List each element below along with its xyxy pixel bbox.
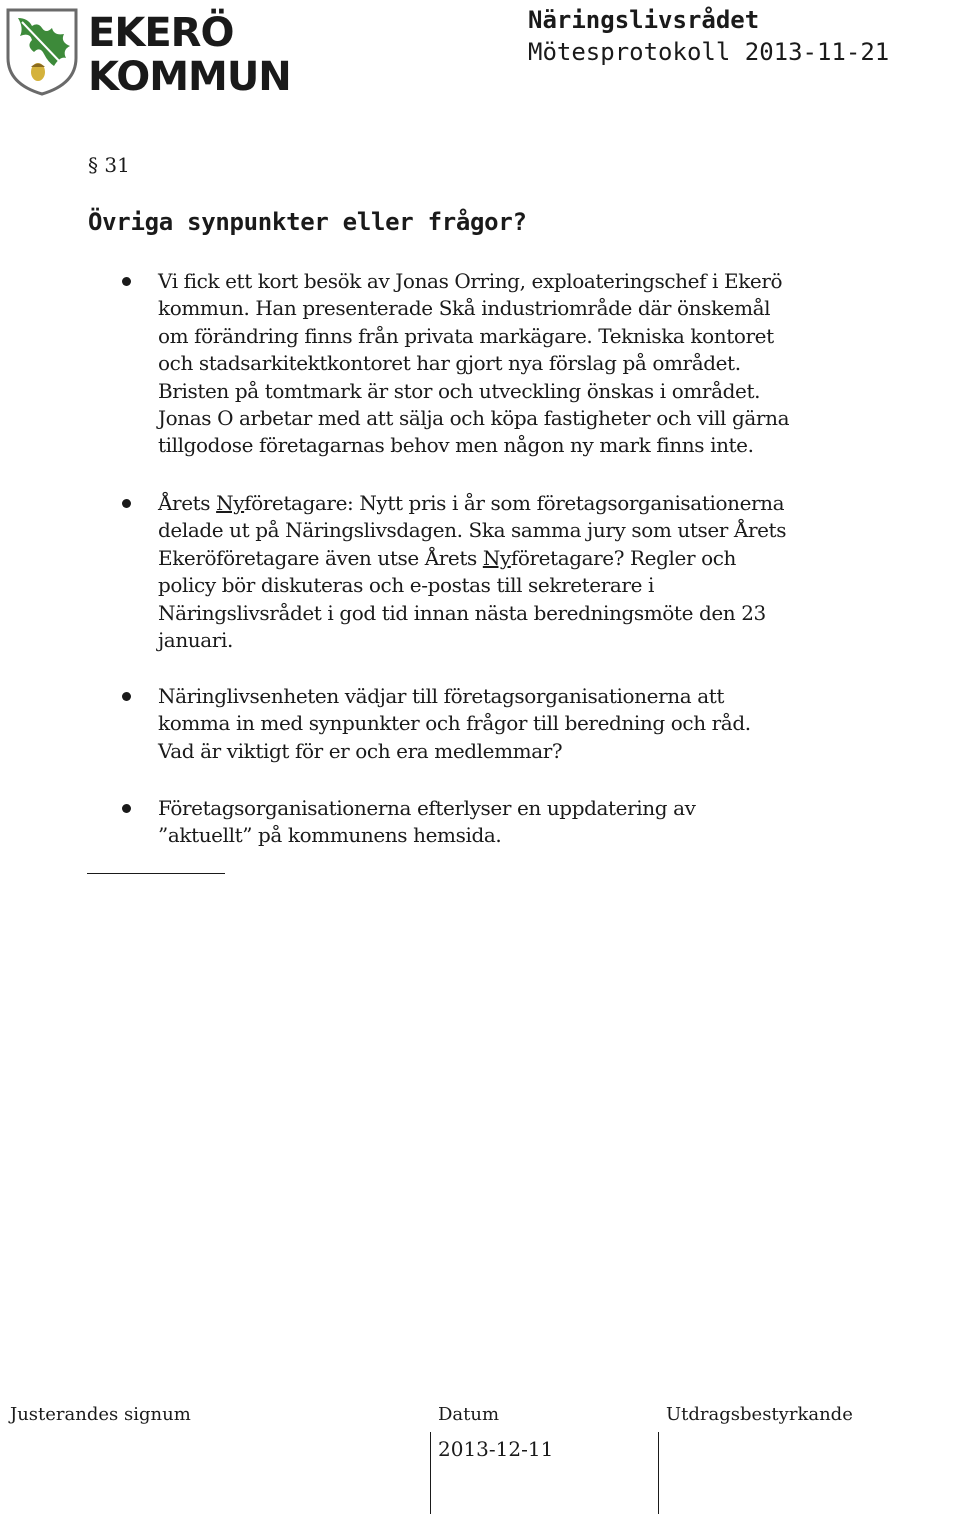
oak-leaf-acorn-shield-icon: [4, 6, 80, 96]
bullet-line: kommun. Han presenterade Skå industriområde där önskemål: [158, 296, 771, 321]
header-doc: Mötesprotokoll 2013-11-21: [528, 38, 890, 66]
bullet-line: [158, 545, 858, 572]
list-item: [158, 490, 858, 654]
bullet-line: ”aktuellt” på kommunens hemsida.: [158, 823, 502, 848]
bullet-line: Vi fick ett kort besök av Jonas Orring, exploateringschef i Ekerö: [158, 269, 783, 293]
bullet-dot: [122, 499, 131, 508]
text-run: Årets: [158, 491, 217, 515]
footer-divider: [430, 1432, 431, 1514]
bullet-line: om förändring finns från privata markägare. Tekniska kontoret: [158, 323, 774, 348]
logo-name-bottom: KOMMUN: [88, 54, 291, 100]
list-item: [158, 268, 858, 460]
bullet-line: Jonas O arbetar med att sälja och köpa fastigheter och vill gärna: [158, 406, 790, 431]
bullet-line: Näringlivsenheten vädjar till företagsorganisationerna att: [158, 684, 724, 708]
bullet-dot: [122, 804, 131, 813]
underlined-text: Ny: [216, 491, 245, 515]
footer-signum-label: Justerandes signum: [10, 1404, 191, 1425]
bullet-dot: [122, 277, 131, 286]
document-header: [528, 4, 889, 68]
header-org: Näringslivsrådet: [528, 6, 760, 34]
bullet-line: tillgodose företagarnas behov men någon ny mark finns inte.: [158, 433, 754, 458]
section-end-rule: [87, 873, 225, 874]
text-run: företagare? Regler och: [510, 545, 736, 570]
bullet-line: policy bör diskuteras och e-postas till sekreterare i: [158, 573, 654, 598]
text-run: företagare: Nytt pris i år som företagsorganisationerna: [244, 491, 785, 515]
bullet-line: [158, 490, 858, 517]
list-item: [158, 683, 858, 765]
bullet-line: komma in med synpunkter och frågor till beredning och råd.: [158, 711, 751, 736]
list-item: [158, 795, 858, 850]
bullet-line: Vad är viktigt för er och era medlemmar?: [158, 738, 563, 763]
bullet-line: Företagsorganisationerna efterlyser en uppdatering av: [158, 796, 696, 820]
section-number: § 31: [88, 153, 130, 177]
bullet-line: Bristen på tomtmark är stor och utveckling önskas i området.: [158, 378, 761, 403]
bullet-line: Näringslivsrådet i god tid innan nästa beredningsmöte den 23: [158, 600, 766, 625]
text-run: Ekeröföretagare även utse Årets: [158, 545, 483, 570]
footer-divider: [658, 1432, 659, 1514]
bullet-line: januari.: [158, 628, 233, 653]
logo-name-top: EKERÖ: [88, 10, 234, 56]
ekero-kommun-logo: [4, 6, 291, 100]
footer-datum-label: Datum: [438, 1404, 500, 1425]
bullet-dot: [122, 692, 131, 701]
bullet-line: delade ut på Näringslivsdagen. Ska samma jury som utser Årets: [158, 518, 787, 543]
bullet-line: och stadsarkitektkontoret har gjort nya förslag på området.: [158, 351, 741, 376]
footer-datum-value: 2013-12-11: [438, 1437, 554, 1461]
section-heading: Övriga synpunkter eller frågor?: [88, 208, 527, 236]
footer-utdrag-label: Utdragsbestyrkande: [666, 1404, 853, 1425]
underlined-text: Ny: [482, 545, 511, 570]
